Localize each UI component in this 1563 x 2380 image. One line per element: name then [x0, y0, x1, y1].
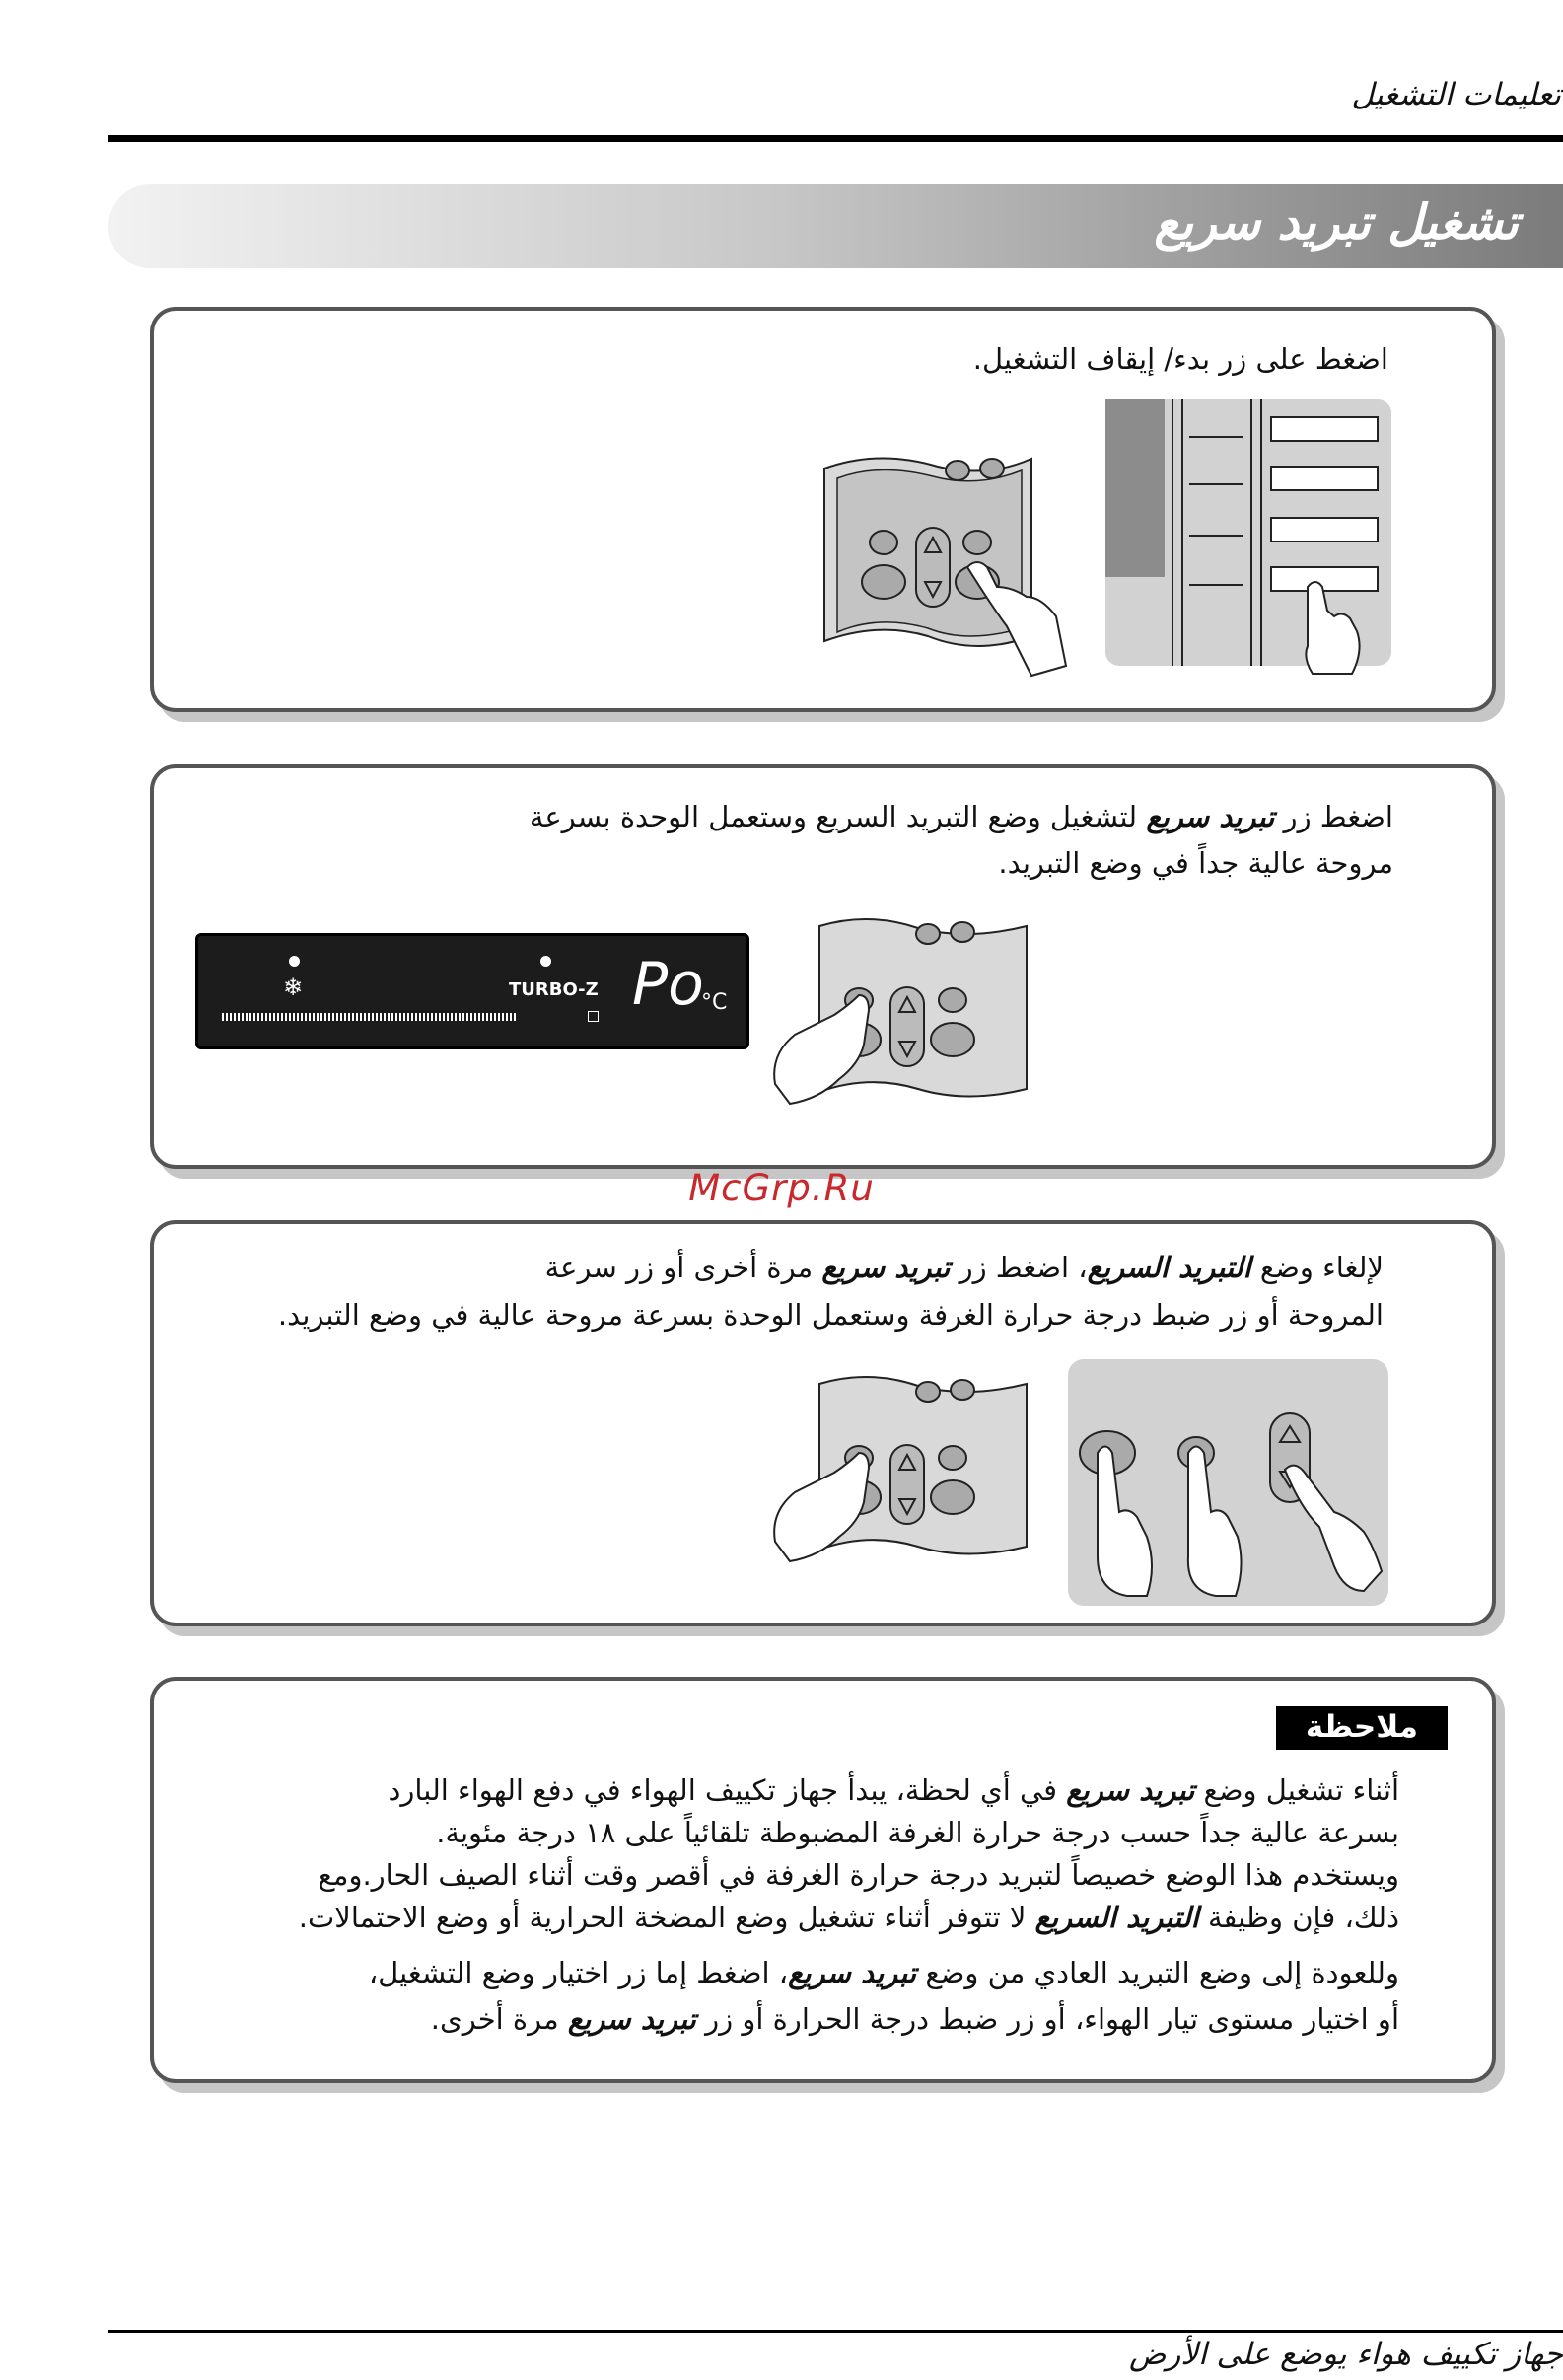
note-line-1: أثناء تشغيل وضع تبريد سريع في أي لحظة، يبدأ جهاز تكييف الهواء في دفع الهواء البارد [388, 1773, 1399, 1807]
note-line-3: ويستخدم هذا الوضع خصيصاً لتبريد درجة حرارة الغرفة في أقصر وقت أثناء الصيف الحار.ومع [318, 1858, 1399, 1892]
step-2-panel [150, 764, 1496, 1169]
section-banner [108, 184, 1563, 268]
lcd-display [195, 933, 749, 1049]
display-turbo-label: TURBO-Z [509, 979, 599, 1000]
note-line-4: ذلك، فإن وظيفة التبريد السريع لا تتوفر أثناء تشغيل وضع المضخة الحرارية أو وضع الاحتمالات. [298, 1901, 1399, 1934]
step-2-line-2: مروحة عالية جداً في وضع التبريد. [998, 846, 1393, 880]
footer-rule [108, 2330, 1563, 2333]
step-1-text: اضغط على زر بدء/ إيقاف التشغيل. [972, 342, 1388, 376]
remote-cancel-illustration [750, 1374, 1046, 1571]
display-dot-1 [289, 956, 300, 967]
header-rule [108, 135, 1563, 142]
footer-title: جهاز تكييف هواء يوضع على الأرض [1128, 2337, 1563, 2372]
display-small-icon [588, 1011, 599, 1022]
turbo-cool-term: تبريد سريع [1146, 800, 1275, 833]
note-panel [150, 1677, 1496, 2083]
header-section-title: تعليمات التشغيل [1351, 77, 1561, 112]
step-3-line-1: لإلغاء وضع التبريد السريع، اضغط زر تبريد سريع مرة أخرى أو زر سرعة [544, 1251, 1384, 1284]
display-value: Po [632, 950, 704, 1019]
display-unit: °C [701, 990, 728, 1015]
note-badge: ملاحظة [1276, 1706, 1448, 1750]
cancel-buttons-illustration [1068, 1359, 1388, 1606]
display-bars [222, 1013, 518, 1021]
step-2-line-1: اضغط زر تبريد سريع لتشغيل وضع التبريد السريع وستعمل الوحدة بسرعة [529, 800, 1393, 833]
unit-panel-power-illustration [1105, 399, 1391, 676]
watermark: McGrp.Ru [688, 1167, 875, 1209]
step-3-panel [150, 1220, 1496, 1626]
note-line-5: وللعودة إلى وضع التبريد العادي من وضع تبريد سريع، اضغط إما زر اختيار وضع التشغيل، [368, 1956, 1399, 1989]
remote-power-illustration [819, 449, 1076, 685]
snowflake-icon: ❄ [283, 974, 304, 1001]
step-3-line-2: المروحة أو زر ضبط درجة حرارة الغرفة وستعمل الوحدة بسرعة مروحة عالية في وضع التبريد. [277, 1298, 1384, 1332]
step-1-panel [150, 307, 1496, 712]
display-dot-2 [540, 956, 551, 967]
turbo-cool-mode-term: التبريد السريع [1087, 1251, 1251, 1284]
remote-turbo-illustration [750, 916, 1046, 1114]
note-line-2: بسرعة عالية جداً حسب درجة حرارة الغرفة المضبوطة تلقائياً على ١٨ درجة مئوية. [436, 1816, 1399, 1849]
banner-title: تشغيل تبريد سريع [1154, 194, 1519, 251]
note-line-6: أو اختيار مستوى تيار الهواء، أو زر ضبط درجة الحرارة أو زر تبريد سريع مرة أخرى. [430, 2002, 1399, 2036]
turbo-cool-button-term: تبريد سريع [821, 1251, 951, 1284]
